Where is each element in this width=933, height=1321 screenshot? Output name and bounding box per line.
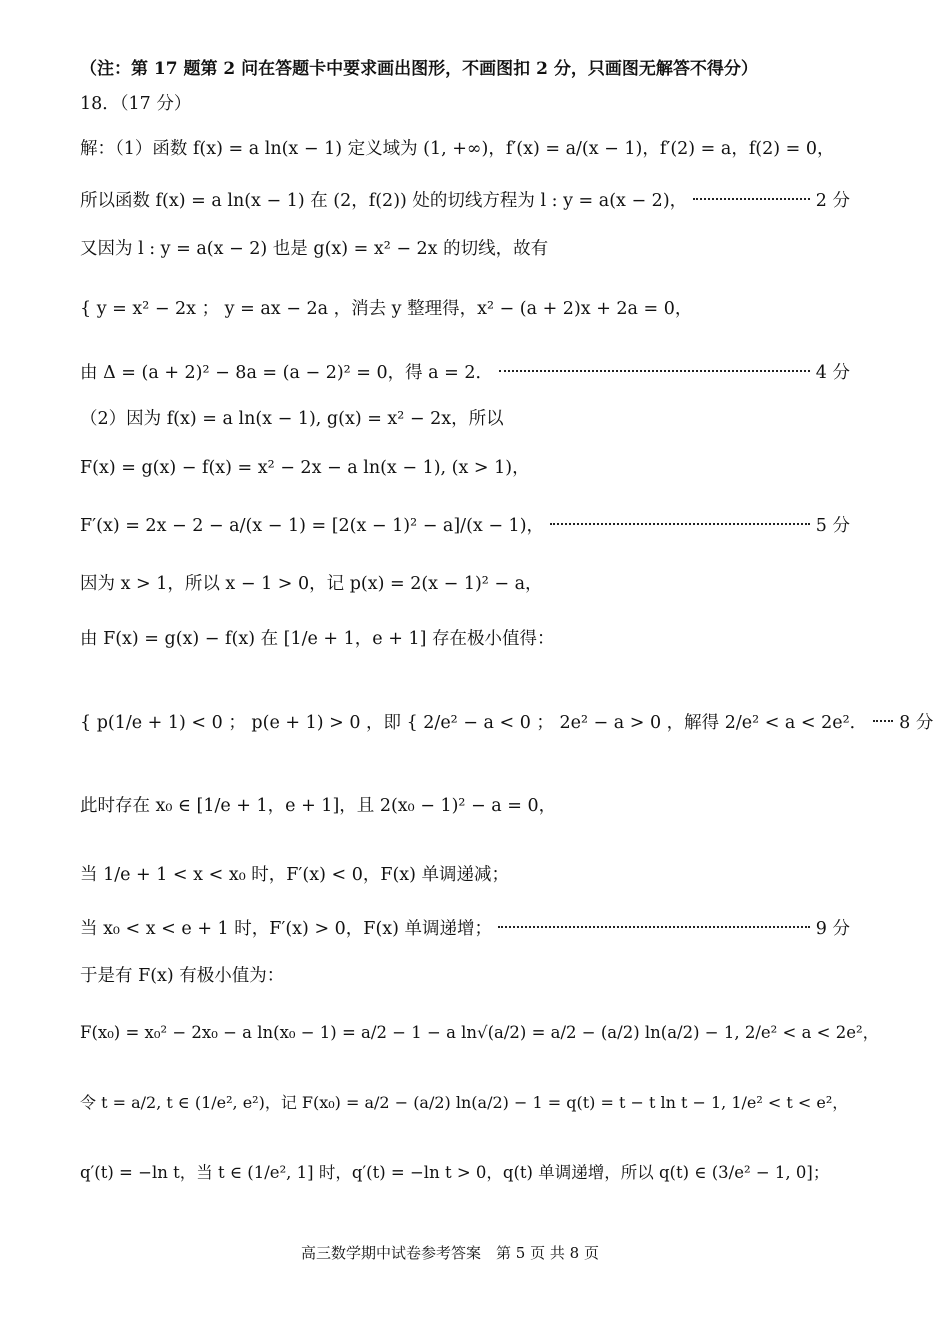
solution-line <box>80 513 850 539</box>
solution-text: 因为 x > 1，所以 x − 1 > 0，记 p(x) = 2(x − 1)² − a， <box>80 574 543 594</box>
solution-text: 当 1/e + 1 < x < x₀ 时，F′(x) < 0，F(x) 单调递减； <box>80 865 510 885</box>
solution-line <box>80 1020 880 1046</box>
solution-text: F(x) = g(x) − f(x) = x² − 2x − a ln(x − 1), (x > 1)， <box>80 458 530 478</box>
page-footer: 高三数学期中试卷参考答案 第 5 页 共 8 页 <box>301 1244 599 1262</box>
solution-text: { p(1/e + 1) < 0 ； p(e + 1) > 0 ，即 { 2/e² − a < 0 ； 2e² − a > 0 ，解得 2/e² < a < 2e²． <box>80 713 868 733</box>
dot-leader <box>498 926 810 928</box>
solution-line <box>80 793 850 819</box>
solution-text: 又因为 l : y = a(x − 2) 也是 g(x) = x² − 2x 的切线，故有 <box>80 239 549 259</box>
solution-line <box>80 406 850 432</box>
solution-text: 此时存在 x₀ ∈ [1/e + 1，e + 1]，且 2(x₀ − 1)² − a = 0， <box>80 796 557 816</box>
solution-text: 解：（1）函数 f(x) = a ln(x − 1) 定义域为 (1, +∞)，f′(x) = a/(x − 1)，f′(2) = a，f(2) = 0， <box>80 139 835 159</box>
solution-line <box>80 916 850 942</box>
solution-text: 当 x₀ < x < e + 1 时，F′(x) > 0，F(x) 单调递增； <box>80 919 493 939</box>
solution-line <box>80 360 850 386</box>
score-mark: 9 分 <box>815 919 850 939</box>
grading-note: （注：第 17 题第 2 问在答题卡中要求画出图形，不画图扣 2 分，只画图无解答不得分） <box>80 59 758 79</box>
solution-line <box>80 862 850 888</box>
solution-line <box>80 455 850 481</box>
solution-line <box>80 236 850 262</box>
dot-leader <box>873 720 893 722</box>
solution-text: 由 Δ = (a + 2)² − 8a = (a − 2)² = 0，得 a = 2． <box>80 363 494 383</box>
solution-text: 由 F(x) = g(x) − f(x) 在 [1/e + 1，e + 1] 存在极小值得： <box>80 629 555 649</box>
solution-line <box>80 136 850 162</box>
solution-text: （2）因为 f(x) = a ln(x − 1), g(x) = x² − 2x，所以 <box>80 409 504 429</box>
solution-line <box>80 1160 850 1186</box>
solution-text: F(x₀) = x₀² − 2x₀ − a ln(x₀ − 1) = a/2 − 1 − a ln√(a/2) = a/2 − (a/2) ln(a/2) − 1, 2/e² < a < 2e²， <box>80 1023 880 1042</box>
solution-text: q′(t) = −ln t，当 t ∈ (1/e², 1] 时，q′(t) = −ln t > 0，q(t) 单调递增，所以 q(t) ∈ (3/e² − 1, 0]； <box>80 1163 830 1182</box>
problem-heading: 18．（17 分） <box>80 94 192 114</box>
dot-leader <box>550 523 810 525</box>
solution-text: 所以函数 f(x) = a ln(x − 1) 在 (2，f(2)) 处的切线方程为 l : y = a(x − 2)， <box>80 191 688 211</box>
score-mark: 4 分 <box>815 363 850 383</box>
score-mark: 5 分 <box>815 516 850 536</box>
solution-text: F′(x) = 2x − 2 − a/(x − 1) = [2(x − 1)² − a]/(x − 1)， <box>80 516 545 536</box>
solution-line <box>80 963 850 989</box>
solution-line <box>80 571 850 597</box>
solution-text: 于是有 F(x) 有极小值为： <box>80 966 285 986</box>
solution-line <box>80 188 850 214</box>
dot-leader <box>499 370 810 372</box>
dot-leader <box>693 198 810 200</box>
score-mark: 2 分 <box>815 191 850 211</box>
solution-text: 令 t = a/2, t ∈ (1/e², e²)，记 F(x₀) = a/2 − (a/2) ln(a/2) − 1 = q(t) = t − t ln t − 1, 1/e² < t < e²， <box>80 1093 849 1112</box>
score-mark: 8 分 <box>899 713 933 733</box>
solution-line <box>80 296 850 322</box>
solution-line <box>80 626 850 652</box>
solution-line <box>80 710 933 736</box>
solution-line <box>80 1090 850 1116</box>
solution-text: { y = x² − 2x ； y = ax − 2a ，消去 y 整理得，x² − (a + 2)x + 2a = 0， <box>80 299 693 319</box>
